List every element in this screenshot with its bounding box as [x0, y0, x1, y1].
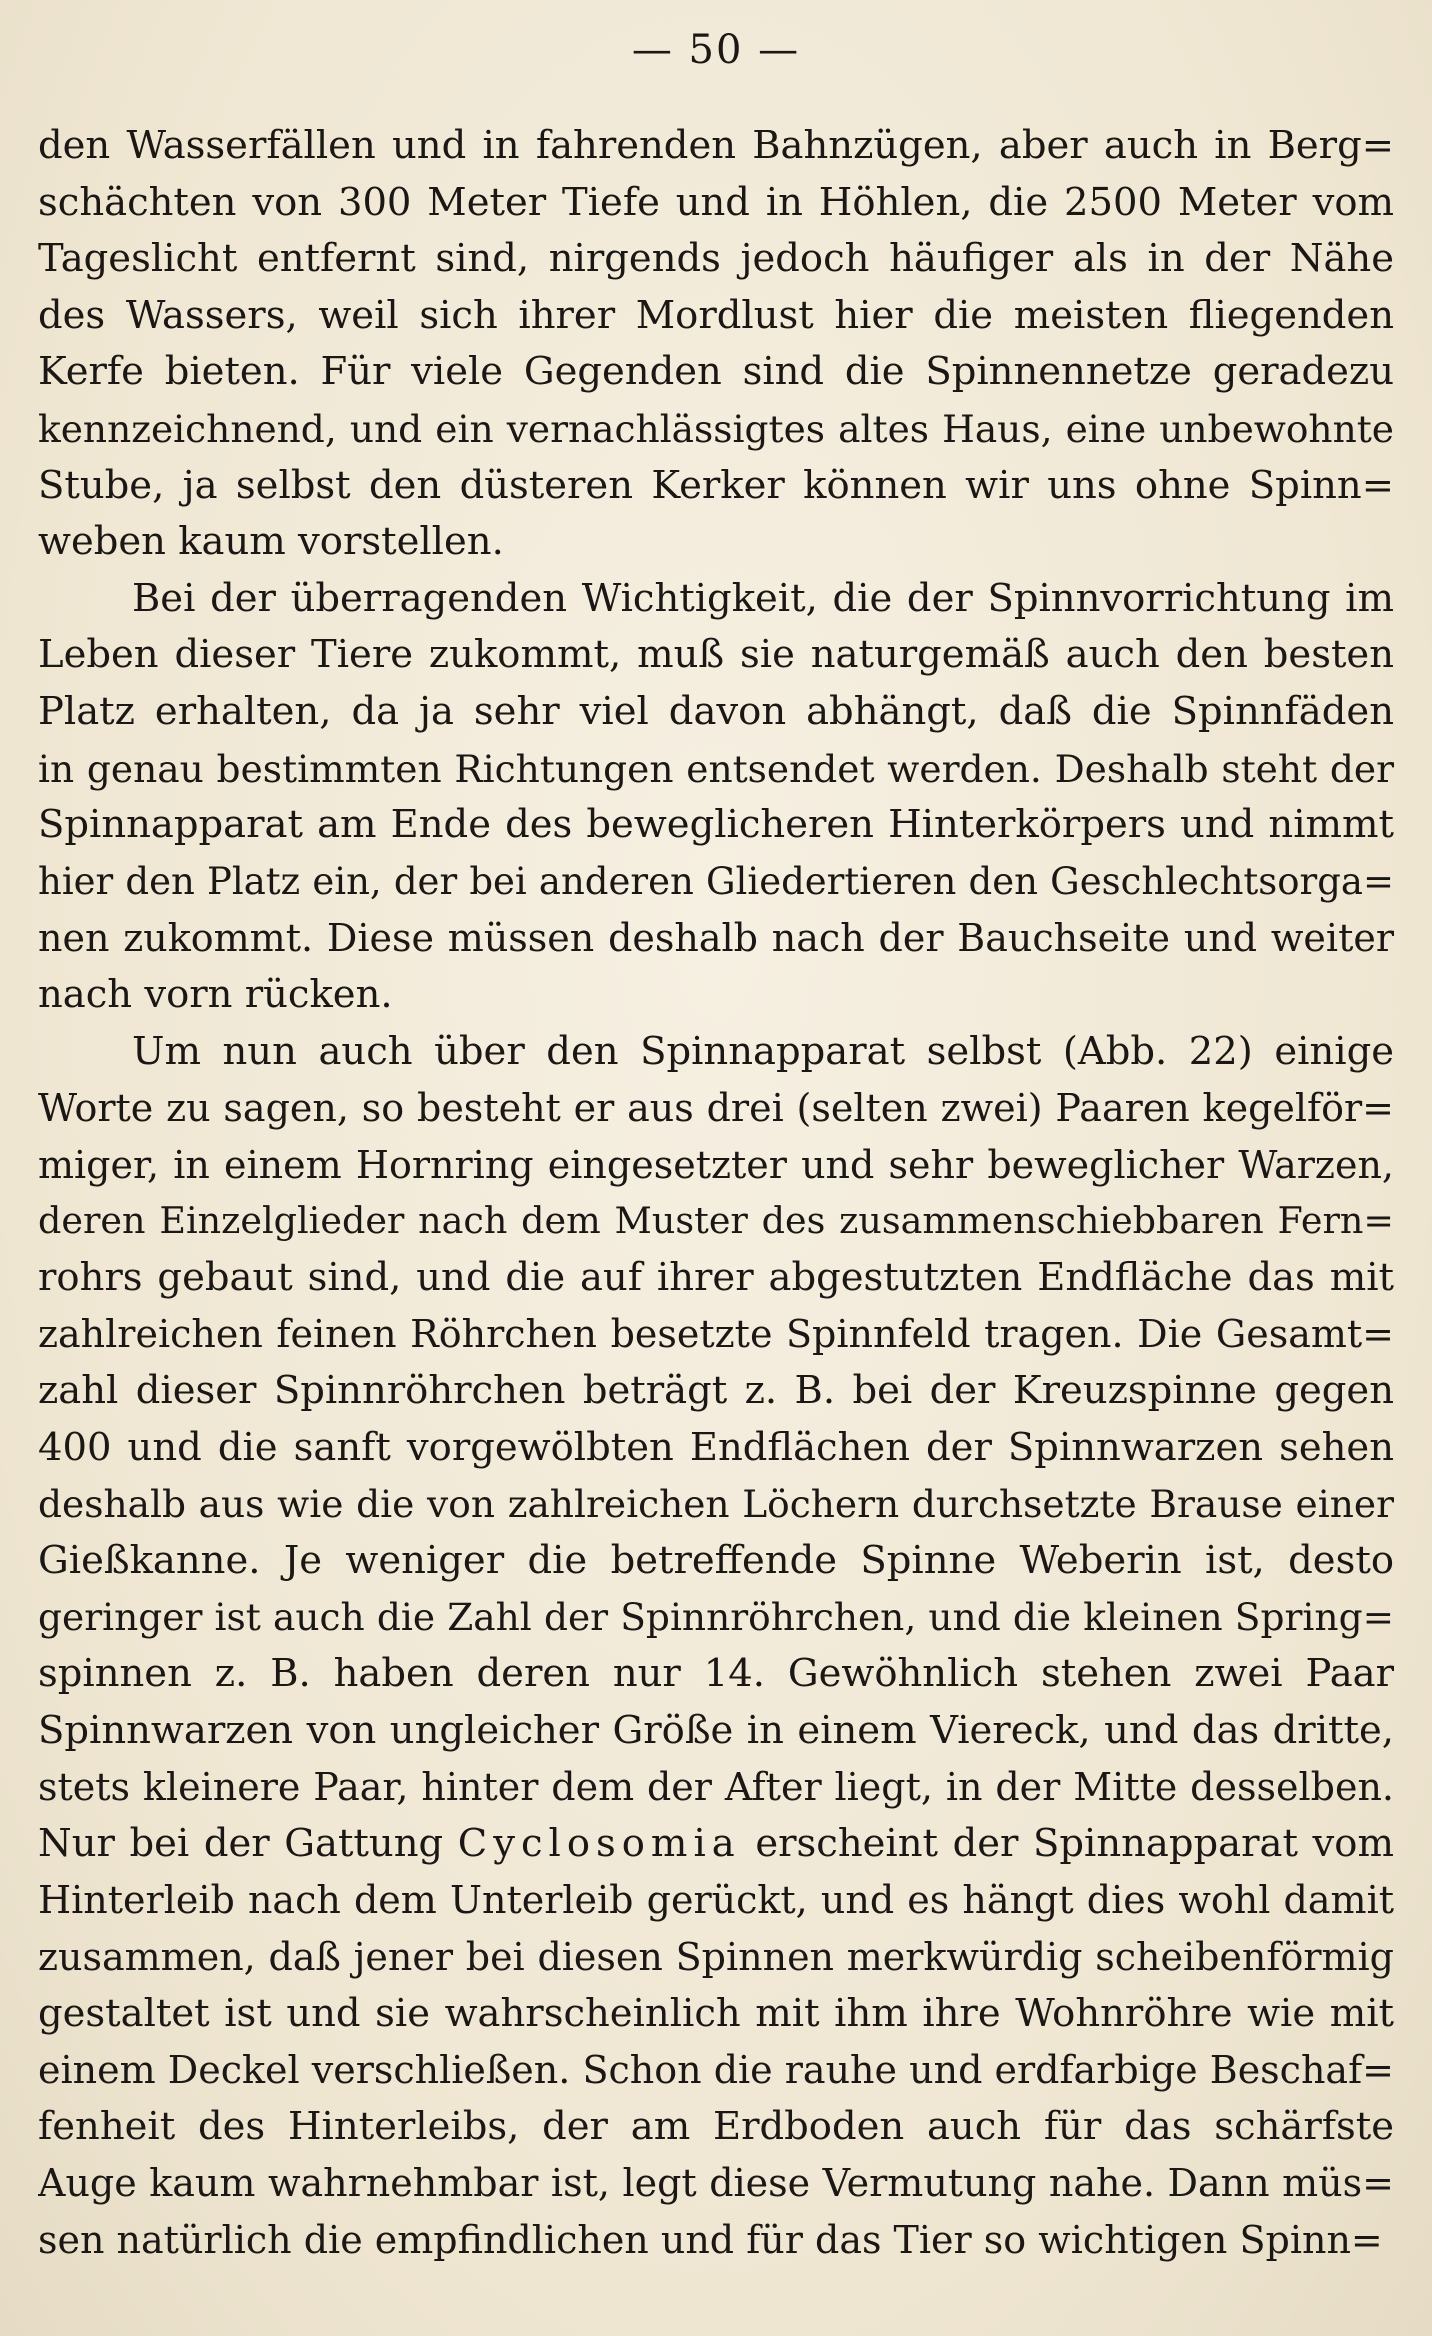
text-line: Spinnapparat am Ende des beweglicheren Hinterkörpers und nimmt [38, 802, 1394, 848]
text-line: Bei der überragenden Wichtigkeit, die der Spinnvorrichtung im [132, 575, 1394, 621]
text-line: deshalb aus wie die von zahlreichen Löchern durchsetzte Brause einer [38, 1482, 1394, 1527]
text-line: weben kaum vorstellen. [38, 519, 504, 565]
text-line: Worte zu sagen, so besteht er aus drei (selten zwei) Paaren kegelför= [38, 1086, 1394, 1131]
page-number: — 50 — [631, 27, 801, 73]
text-line: Um nun auch über den Spinnapparat selbst (Abb. 22) einige [132, 1028, 1394, 1074]
text-line: Kerfe bieten. Für viele Gegenden sind die Spinnennetze geradezu [38, 349, 1394, 395]
text-line: einem Deckel verschließen. Schon die rauhe und erdfarbige Beschaf= [38, 2048, 1394, 2093]
text-line: geringer ist auch die Zahl der Spinnröhrchen, und die kleinen Spring= [38, 1595, 1394, 1640]
text-line: kennzeichnend, und ein vernachlässigtes altes Haus, eine unbewohnte [38, 406, 1394, 451]
paragraph [38, 118, 1394, 571]
text-line: spinnen z. B. haben deren nur 14. Gewöhnlich stehen zwei Paar [38, 1651, 1394, 1697]
text-line: zahlreichen feinen Röhrchen besetzte Spinnfeld tragen. Die Gesamt= [38, 1312, 1394, 1357]
paragraph [38, 571, 1394, 1024]
text-line: Gießkanne. Je weniger die betreffende Spinne Weberin ist, desto [38, 1537, 1394, 1583]
paragraph [38, 1024, 1394, 2269]
text-line: nach vorn rücken. [38, 971, 393, 1017]
text-line: nen zukommt. Diese müssen deshalb nach der Bauchseite und weiter [38, 916, 1394, 961]
text-line: Platz erhalten, da ja sehr viel davon abhängt, daß die Spinnfäden [38, 688, 1394, 734]
text-line: zusammen, daß jener bei diesen Spinnen merkwürdig scheibenförmig [38, 1935, 1394, 1979]
body-text [38, 118, 1394, 2269]
text-line: sen natürlich die empfindlichen und für das Tier so wichtigen Spinn= [38, 2217, 1383, 2262]
text-line: miger, in einem Hornring eingesetzter und sehr beweglicher Warzen, [38, 1142, 1394, 1187]
genus-name: Cyclosomia [457, 1820, 741, 1866]
text-line: zahl dieser Spinnröhrchen beträgt z. B. bei der Kreuzspinne gegen [38, 1368, 1394, 1414]
text-line: hier den Platz ein, der bei anderen Gliedertieren den Geschlechtsorga= [38, 859, 1394, 903]
text-line: rohrs gebaut sind, und die auf ihrer abgestutzten Endfläche das mit [38, 1254, 1394, 1300]
text-line: in genau bestimmten Richtungen entsendet werden. Deshalb steht der [38, 746, 1394, 791]
text-line: Nur bei der Gattung Cyclosomia erscheint der Spinnapparat vom [38, 1820, 1394, 1866]
text-line: 400 und die sanft vorgewölbten Endflächen der Spinnwarzen sehen [38, 1424, 1394, 1470]
text-line: Leben dieser Tiere zukommt, muß sie naturgemäß auch den besten [38, 632, 1394, 678]
text-line: schächten von 300 Meter Tiefe und in Höhlen, die 2500 Meter vom [38, 179, 1394, 225]
text-line: fenheit des Hinterleibs, der am Erdboden auch für das schärfste [38, 2103, 1394, 2149]
text-line: Auge kaum wahrnehmbar ist, legt diese Vermutung nahe. Dann müs= [38, 2161, 1394, 2206]
text-line: des Wassers, weil sich ihrer Mordlust hier die meisten fliegenden [38, 292, 1394, 338]
text-line: Spinnwarzen von ungleicher Größe in einem Viereck, und das dritte, [38, 1707, 1394, 1753]
text-line: stets kleinere Paar, hinter dem der After liegt, in der Mitte desselben. [38, 1765, 1394, 1810]
text-line: gestaltet ist und sie wahrscheinlich mit ihm ihre Wohnröhre wie mit [38, 1990, 1394, 2036]
text-line: Stube, ja selbst den düsteren Kerker können wir uns ohne Spinn= [38, 462, 1394, 508]
text-line: Tageslicht entfernt sind, nirgends jedoch häufiger als in der Nähe [38, 236, 1394, 282]
text-line: deren Einzelglieder nach dem Muster des zusammenschiebbaren Fern= [38, 1199, 1394, 1243]
text-line: Hinterleib nach dem Unterleib gerückt, und es hängt dies wohl damit [38, 1878, 1394, 1923]
text-line: den Wasserfällen und in fahrenden Bahnzügen, aber auch in Berg= [38, 123, 1394, 168]
